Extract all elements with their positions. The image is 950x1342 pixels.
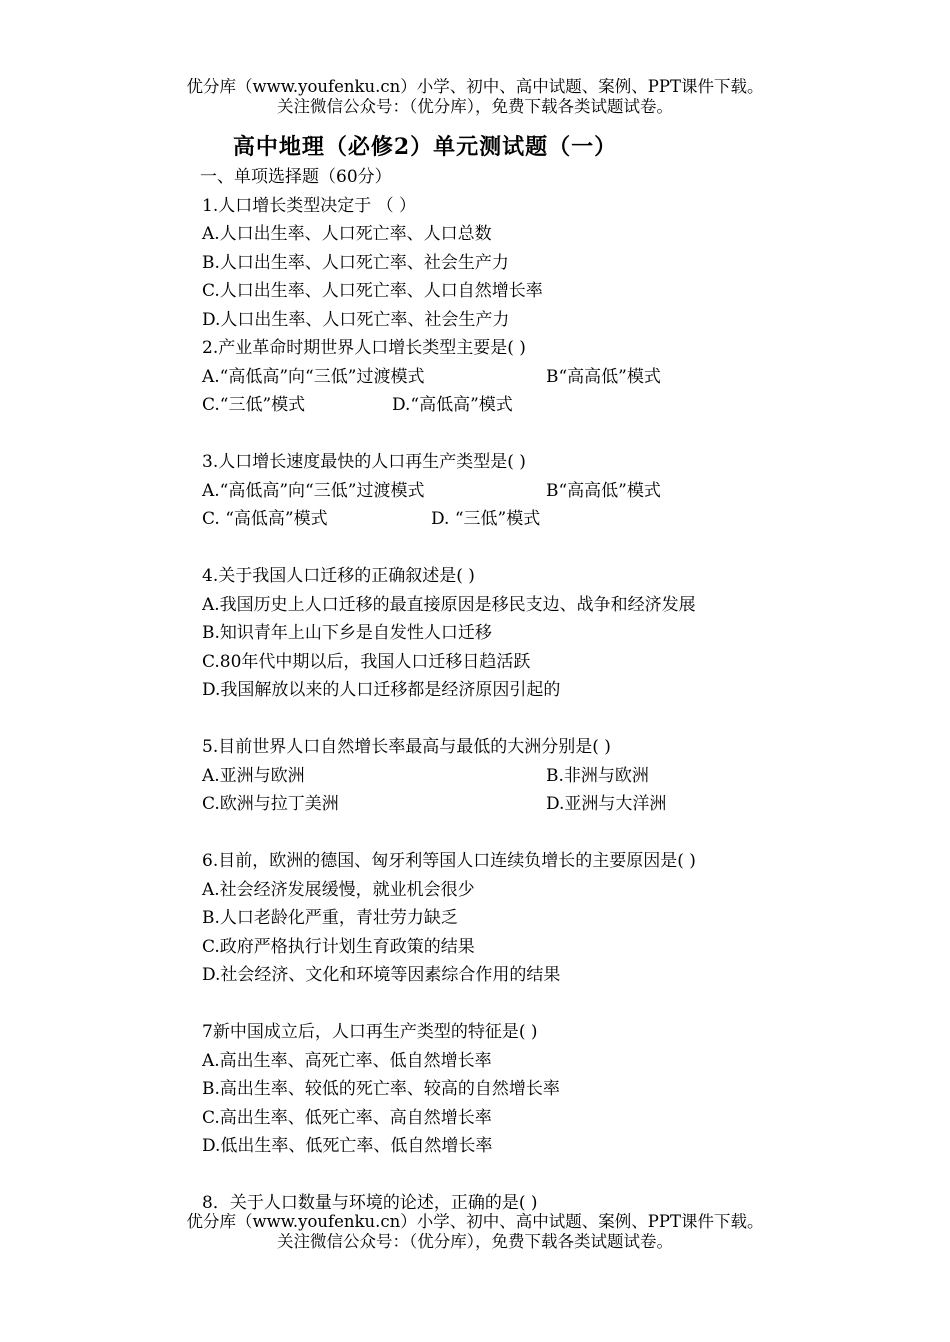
question-4-option-b: B.知识青年上山下乡是自发性人口迁移 [202, 623, 492, 643]
question-5-option-d: D.亚洲与大洋洲 [546, 794, 667, 814]
question-1-option-b: B.人口出生率、人口死亡率、社会生产力 [202, 252, 509, 273]
question-6-option-a: A.社会经济发展缓慢，就业机会很少 [202, 879, 475, 900]
question-3-stem: 3.人口增长速度最快的人口再生产类型是( ) [202, 452, 526, 472]
question-5-options-ab [202, 762, 922, 791]
question-6-option-b: B.人口老龄化严重，青壮劳力缺乏 [202, 908, 458, 928]
question-4-option-a: A.我国历史上人口迁移的最直接原因是移民支边、战争和经济发展 [202, 594, 696, 615]
question-4-option-d: D.我国解放以来的人口迁移都是经济原因引起的 [202, 680, 561, 700]
question-3-option-b: B“高高低”模式 [546, 480, 661, 501]
question-3-option-c: C. “高低高”模式 [202, 509, 328, 529]
question-3-options-ab [202, 477, 922, 506]
page-footer [0, 1212, 950, 1252]
blank-line [202, 1161, 922, 1190]
question-2-stem: 2.产业革命时期世界人口增长类型主要是( ) [202, 338, 526, 358]
question-7-option-d: D.低出生率、低死亡率、低自然增长率 [202, 1136, 493, 1156]
footer-line-2: 关注微信公众号：（优分库），免费下载各类试题试卷。 [277, 1232, 673, 1251]
question-8-stem: 8．关于人口数量与环境的论述，正确的是( ) [202, 1193, 538, 1213]
question-2-option-b: B“高高低”模式 [546, 366, 661, 387]
question-list [202, 163, 922, 1218]
question-2-option-a: A.“高低高”向“三低”过渡模式 [202, 366, 425, 387]
page-header [0, 77, 950, 117]
question-2-options-cd [202, 391, 922, 420]
question-1-stem: 1.人口增长类型决定于 （ ） [202, 195, 417, 216]
question-6-option-d: D.社会经济、文化和环境等因素综合作用的结果 [202, 965, 561, 985]
question-7-option-a: A.高出生率、高死亡率、低自然增长率 [202, 1050, 492, 1071]
question-2-option-c: C.“三低”模式 [202, 395, 306, 415]
blank-line [202, 990, 922, 1019]
question-7-option-b: B.高出生率、较低的死亡率、较高的自然增长率 [202, 1079, 560, 1099]
question-1-option-c: C.人口出生率、人口死亡率、人口自然增长率 [202, 281, 543, 301]
blank-line [202, 705, 922, 734]
question-7-option-c: C.高出生率、低死亡率、高自然增长率 [202, 1107, 492, 1128]
question-1-option-a: A.人口出生率、人口死亡率、人口总数 [202, 224, 492, 244]
question-5-option-a: A.亚洲与欧洲 [202, 765, 305, 786]
question-3-option-a: A.“高低高”向“三低”过渡模式 [202, 480, 425, 501]
question-6-stem: 6.目前，欧洲的德国、匈牙利等国人口连续负增长的主要原因是( ) [202, 851, 696, 871]
question-7-stem: 7新中国成立后，人口再生产类型的特征是( ) [202, 1022, 538, 1042]
question-2-option-d: D.“高低高”模式 [392, 395, 513, 415]
blank-line [202, 420, 922, 449]
footer-line-1: 优分库（www.youfenku.cn）小学、初中、高中试题、案例、PPT课件下载。 [186, 1212, 764, 1231]
question-5-option-c: C.欧洲与拉丁美洲 [202, 794, 339, 814]
document-title: 高中地理（必修2）单元测试题（一） [232, 134, 618, 160]
question-2-options-ab [202, 363, 922, 392]
question-5-option-b: B.非洲与欧洲 [546, 765, 649, 786]
section-heading: 一、单项选择题（60分） [200, 167, 392, 187]
question-6-option-c: C.政府严格执行计划生育政策的结果 [202, 936, 475, 957]
question-1-option-d: D.人口出生率、人口死亡率、社会生产力 [202, 309, 510, 330]
question-3-option-d: D. “三低”模式 [431, 509, 541, 529]
question-5-options-cd [202, 790, 922, 819]
question-4-option-c: C.80年代中期以后，我国人口迁移日趋活跃 [202, 651, 531, 672]
header-line-2: 关注微信公众号：（优分库），免费下载各类试题试卷。 [277, 97, 673, 116]
question-3-options-cd [202, 505, 922, 534]
blank-line [202, 819, 922, 848]
question-5-stem: 5.目前世界人口自然增长率最高与最低的大洲分别是( ) [202, 737, 611, 757]
header-line-1: 优分库（www.youfenku.cn）小学、初中、高中试题、案例、PPT课件下载。 [186, 77, 764, 96]
blank-line [202, 534, 922, 563]
question-4-stem: 4.关于我国人口迁移的正确叙述是( ) [202, 566, 475, 586]
